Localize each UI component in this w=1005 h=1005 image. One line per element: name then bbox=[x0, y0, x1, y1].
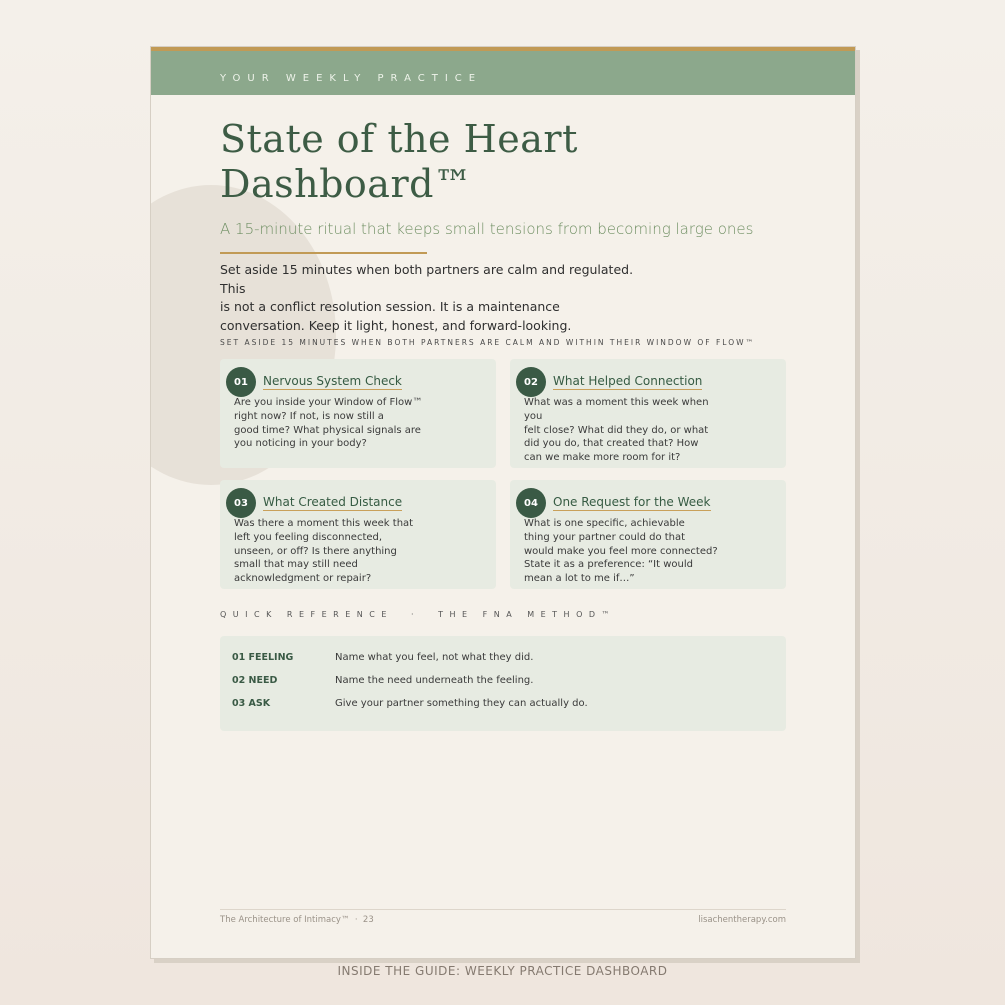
card-body-line: can we make more room for it? bbox=[524, 452, 681, 464]
card-body-line: would make you feel more connected? bbox=[524, 545, 718, 557]
document-page bbox=[150, 46, 856, 959]
card-body-line: What was a moment this week when you bbox=[524, 397, 709, 422]
card-number-badge: 02 bbox=[516, 367, 546, 397]
card-body-line: you noticing in your body? bbox=[234, 438, 367, 450]
card-body-line: unseen, or off? Is there anything bbox=[234, 545, 397, 557]
card-number-badge: 01 bbox=[226, 367, 256, 397]
card-what-helped-connection bbox=[510, 359, 786, 468]
card-nervous-system-check bbox=[220, 359, 496, 468]
qr-value: Name the need underneath the feeling. bbox=[335, 675, 534, 686]
footer-divider bbox=[220, 909, 786, 910]
card-body-line: Are you inside your Window of Flow™ bbox=[234, 397, 423, 408]
card-body bbox=[524, 396, 724, 465]
card-body-line: Was there a moment this week that bbox=[234, 518, 414, 529]
card-body-line: mean a lot to me if…” bbox=[524, 573, 635, 585]
qr-value: Name what you feel, not what they did. bbox=[335, 652, 534, 663]
header-band bbox=[151, 51, 855, 95]
qr-key: 03 ASK bbox=[232, 698, 271, 709]
title-line-2: Dashboard™ bbox=[220, 162, 473, 206]
card-title: What Helped Connection bbox=[553, 374, 703, 388]
card-body-line: thing your partner could do that bbox=[524, 531, 686, 543]
gold-divider bbox=[220, 252, 427, 254]
card-body bbox=[234, 396, 434, 451]
footer-page-info: The Architecture of Intimacy™ · 23 bbox=[220, 915, 374, 925]
card-title: Nervous System Check bbox=[263, 374, 402, 388]
footer-website: lisachentherapy.com bbox=[698, 915, 786, 925]
qr-key: 02 NEED bbox=[232, 675, 278, 686]
qr-key: 01 FEELING bbox=[232, 652, 294, 663]
card-title: One Request for the Week bbox=[553, 495, 711, 509]
card-one-request bbox=[510, 480, 786, 589]
card-body bbox=[524, 517, 724, 586]
card-title: What Created Distance bbox=[263, 495, 403, 509]
image-caption: INSIDE THE GUIDE: WEEKLY PRACTICE DASHBOARD bbox=[337, 964, 668, 978]
card-body-line: small that may still need bbox=[234, 559, 358, 571]
card-body-line: good time? What physical signals are bbox=[234, 424, 421, 436]
quick-reference-box bbox=[220, 636, 786, 731]
card-number-badge: 03 bbox=[226, 488, 256, 518]
header-label: YOUR WEEKLY PRACTICE bbox=[220, 73, 483, 84]
section-label: SET ASIDE 15 MINUTES WHEN BOTH PARTNERS ARE CALM AND WITHIN THEIR WINDOW OF FLOW™ bbox=[220, 338, 756, 347]
card-body-line: did you do, that created that? How bbox=[524, 438, 699, 450]
page-title bbox=[220, 117, 740, 207]
card-body-line: What is one specific, achievable bbox=[524, 518, 685, 529]
title-line-1: State of the Heart bbox=[220, 117, 578, 161]
qr-value: Give your partner something they can actually do. bbox=[335, 698, 588, 709]
card-body-line: State it as a preference: “It would bbox=[524, 559, 693, 571]
card-body-line: right now? If not, is now still a bbox=[234, 410, 384, 422]
intro-paragraph bbox=[220, 261, 650, 335]
card-body-line: felt close? What did they do, or what bbox=[524, 424, 709, 436]
card-body bbox=[234, 517, 434, 586]
card-body-line: left you feeling disconnected, bbox=[234, 531, 383, 543]
intro-line-1: Set aside 15 minutes when both partners are calm and regulated. This bbox=[220, 262, 634, 296]
card-body-line: acknowledgment or repair? bbox=[234, 573, 372, 585]
card-what-created-distance bbox=[220, 480, 496, 589]
intro-line-2: is not a conflict resolution session. It is a maintenance bbox=[220, 299, 560, 314]
intro-line-3: conversation. Keep it light, honest, and forward-looking. bbox=[220, 317, 572, 333]
quick-reference-label: QUICK REFERENCE · THE FNA METHOD™ bbox=[220, 610, 617, 619]
page-subtitle: A 15-minute ritual that keeps small tensions from becoming large ones bbox=[220, 220, 754, 238]
card-number-badge: 04 bbox=[516, 488, 546, 518]
